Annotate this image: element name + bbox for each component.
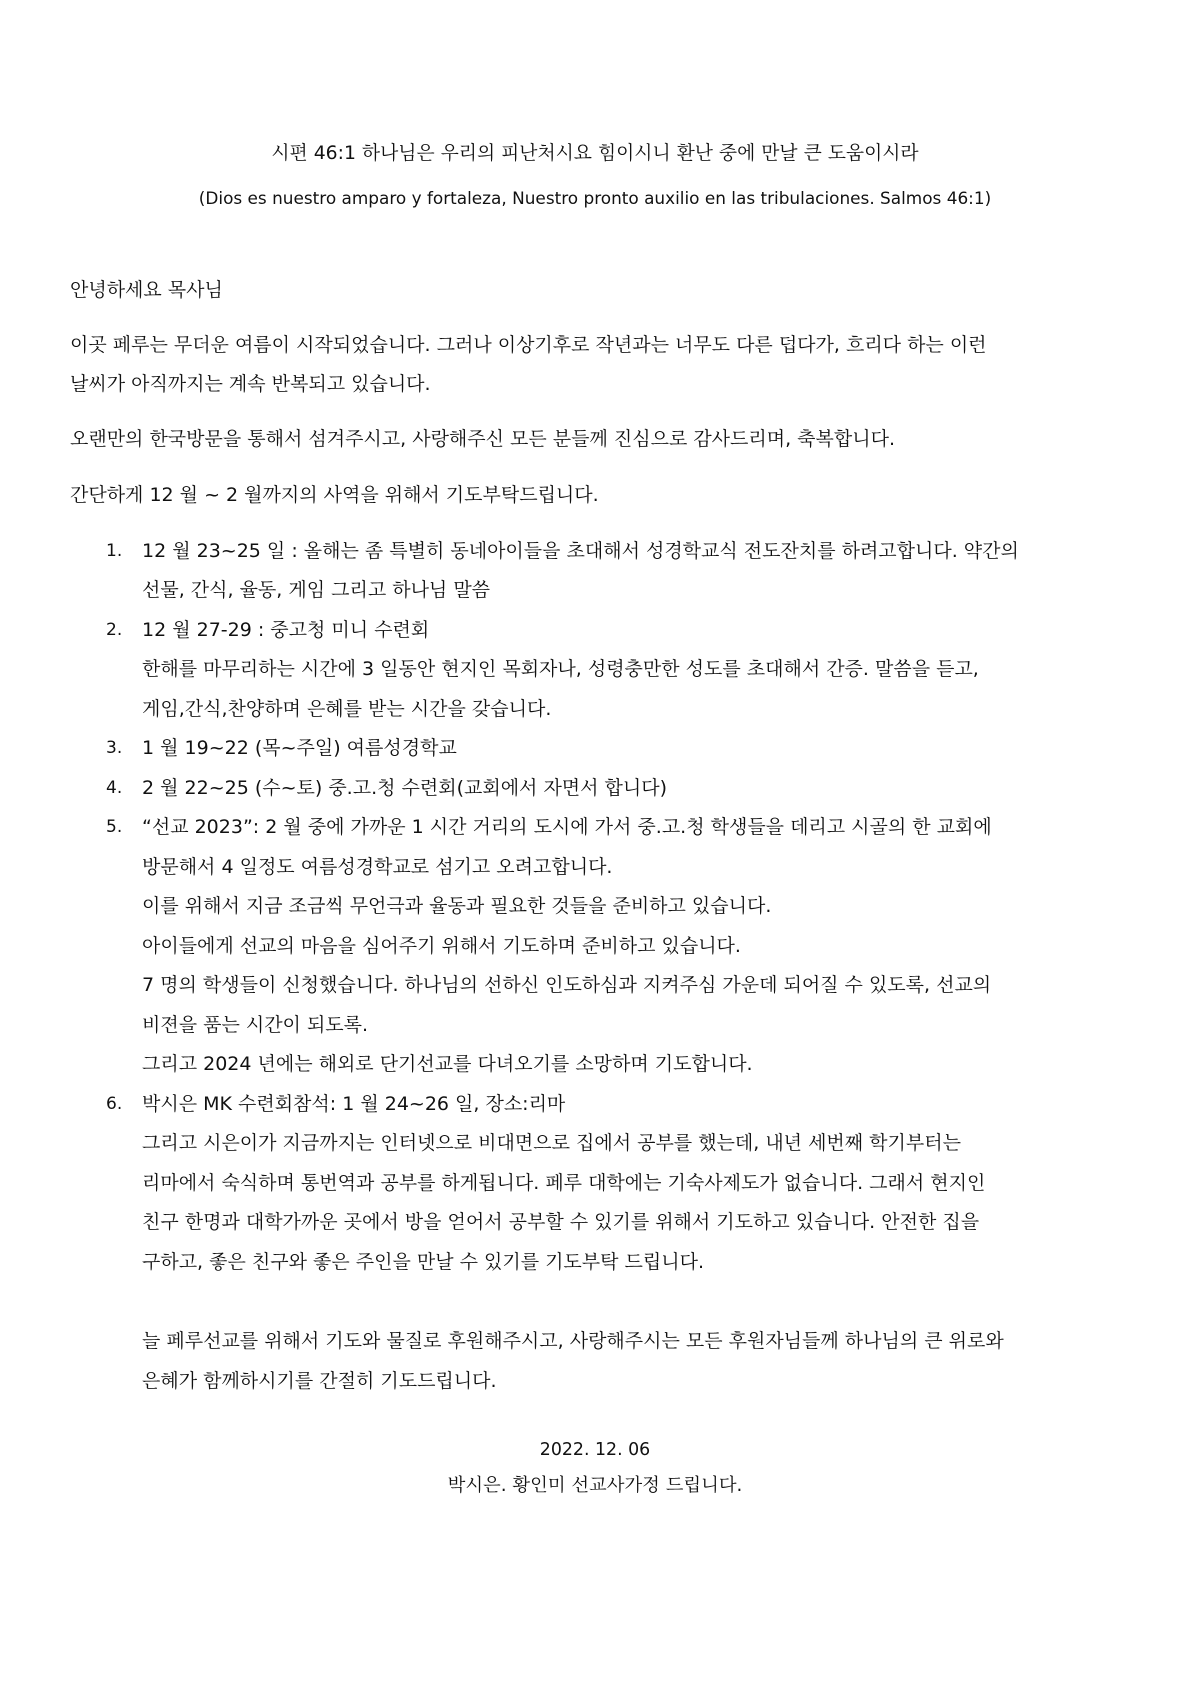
paragraph-prayer-request: 간단하게 12 월 ~ 2 월까지의 사역을 위해서 기도부탁드립니다. [70,484,599,506]
list-item-number: 2. [106,620,123,640]
list-item-3-line-1: 1 월 19~22 (목~주일) 여름성경학교 [142,737,457,759]
list-item-6-line-1: 박시은 MK 수련회참석: 1 월 24~26 일, 장소:리마 [142,1093,566,1115]
list-item-6-line-5: 구하고, 좋은 친구와 좋은 주인을 만날 수 있기를 기도부탁 드립니다. [142,1251,704,1273]
list-item-1-line-1: 12 월 23~25 일 : 올해는 좀 특별히 동네아이들을 초대해서 성경학교식 전도잔치를 하려고합니다. 약간의 [142,540,1019,562]
list-item-6-line-2: 그리고 시은이가 지금까지는 인터넷으로 비대면으로 집에서 공부를 했는데, 내년 세번째 학기부터는 [142,1132,961,1154]
list-item-number: 3. [106,738,123,758]
list-item-2-line-2: 한해를 마무리하는 시간에 3 일동안 현지인 목회자나, 성령충만한 성도를 초대해서 간증. 말씀을 듣고, [142,658,979,680]
list-item-4-line-1: 2 월 22~25 (수~토) 중.고.청 수련회(교회에서 자면서 합니다) [142,777,668,799]
list-item-number: 4. [106,778,123,798]
list-item-number: 5. [106,817,123,837]
closing-line-1: 늘 페루선교를 위해서 기도와 물질로 후원해주시고, 사랑해주시는 모든 후원자님들께 하나님의 큰 위로와 [142,1330,1004,1352]
signature-date: 2022. 12. 06 [539,1440,651,1460]
list-item-1-line-2: 선물, 간식, 율동, 게임 그리고 하나님 말씀 [142,579,491,601]
list-item-5-line-5: 7 명의 학생들이 신청했습니다. 하나님의 선하신 인도하심과 지켜주심 가운데 되어질 수 있도록, 선교의 [142,974,992,996]
list-item-6-line-3: 리마에서 숙식하며 통번역과 공부를 하게됩니다. 페루 대학에는 기숙사제도가 없습니다. 그래서 현지인 [142,1172,986,1194]
paragraph-thanks: 오랜만의 한국방문을 통해서 섬겨주시고, 사랑해주신 모든 분들께 진심으로 감사드리며, 축복합니다. [70,428,895,450]
verse-spanish: (Dios es nuestro amparo y fortaleza, Nuestro pronto auxilio en las tribulaciones. Salmos 46:1) [198,188,992,208]
paragraph-weather-line-2: 날씨가 아직까지는 계속 반복되고 있습니다. [70,373,431,395]
signature-sender: 박시은. 황인미 선교사가정 드립니다. [447,1475,743,1496]
greeting: 안녕하세요 목사님 [70,279,223,301]
list-item-5-line-3: 이를 위해서 지금 조금씩 무언극과 율동과 필요한 것들을 준비하고 있습니다. [142,895,772,917]
list-item-5-line-2: 방문해서 4 일정도 여름성경학교로 섬기고 오려고합니다. [142,856,613,878]
list-item-5-line-7: 그리고 2024 년에는 해외로 단기선교를 다녀오기를 소망하며 기도합니다. [142,1053,753,1075]
list-item-6-line-4: 친구 한명과 대학가까운 곳에서 방을 얻어서 공부할 수 있기를 위해서 기도하고 있습니다. 안전한 집을 [142,1211,980,1233]
verse-korean: 시편 46:1 하나님은 우리의 피난처시요 힘이시니 환난 중에 만날 큰 도움이시라 [271,143,919,164]
list-item-2-line-3: 게임,간식,찬양하며 은혜를 받는 시간을 갖습니다. [142,698,552,720]
paragraph-weather-line-1: 이곳 페루는 무더운 여름이 시작되었습니다. 그러나 이상기후로 작년과는 너무도 다른 덥다가, 흐리다 하는 이런 [70,334,987,356]
list-item-2-line-1: 12 월 27-29 : 중고청 미니 수련회 [142,619,430,641]
list-item-5-line-6: 비젼을 품는 시간이 되도록. [142,1014,369,1036]
list-item-5-line-1: “선교 2023”: 2 월 중에 가까운 1 시간 거리의 도시에 가서 중.고.청 학생들을 데리고 시골의 한 교회에 [142,816,992,838]
list-item-number: 6. [106,1094,123,1114]
list-item-5-line-4: 아이들에게 선교의 마음을 심어주기 위해서 기도하며 준비하고 있습니다. [142,935,741,957]
closing-line-2: 은혜가 함께하시기를 간절히 기도드립니다. [142,1370,497,1392]
list-item-number: 1. [106,541,123,561]
